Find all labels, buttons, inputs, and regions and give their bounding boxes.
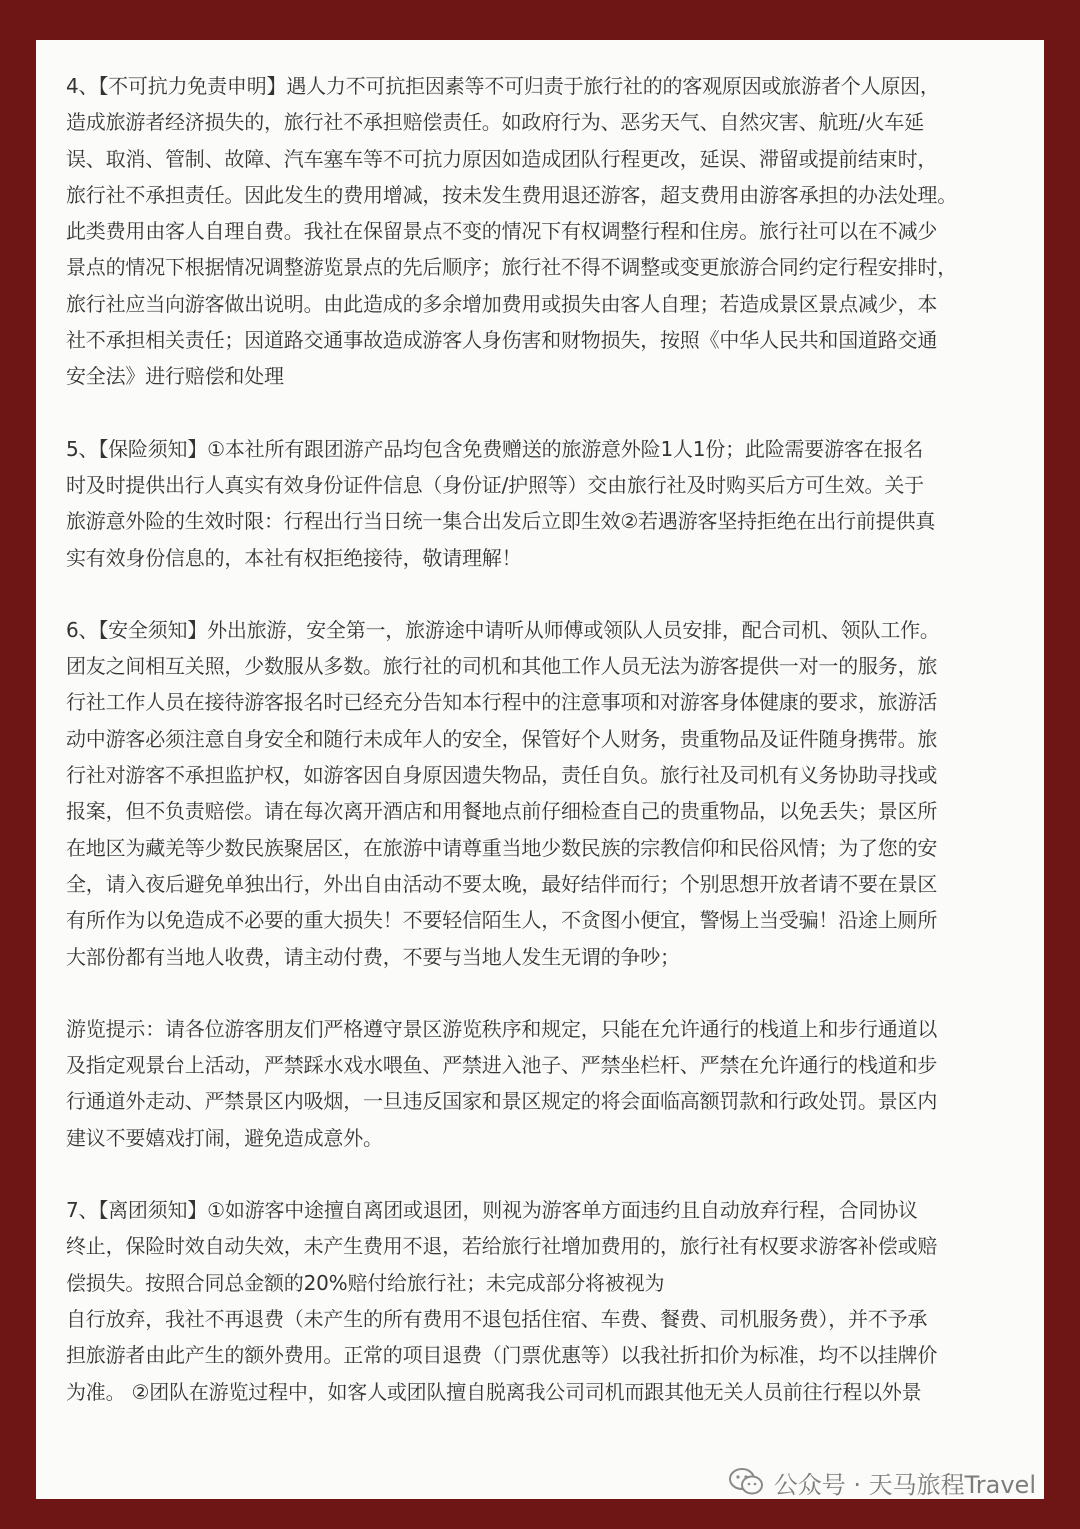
paragraph (66, 612, 1014, 975)
paragraph (66, 68, 1014, 395)
text-line: 行社对游客不承担监护权，如游客因自身原因遗失物品，责任自负。旅行社及司机有义务协助寻找或 (66, 763, 938, 788)
text-line: 全，请入夜后避免单独出行，外出自由活动不要太晚，最好结伴而行；个别思想开放者请不要在景区 (66, 871, 938, 896)
text-line: 大部份都有当地人收费，请主动付费，不要与当地人发生无谓的争吵； (66, 944, 680, 969)
text-line: 7、【离团须知】①如游客中途擅自离团或退团，则视为游客单方面违约且自动放弃行程，合同协议 (66, 1198, 918, 1223)
text-line: 造成旅游者经济损失的，旅行社不承担赔偿责任。如政府行为、恶劣天气、自然灾害、航班/火车延 (66, 110, 924, 135)
text-line: 动中游客必须注意自身安全和随行未成年人的安全，保管好个人财务，贵重物品及证件随身携带。旅 (66, 726, 938, 751)
text-line: 自行放弃，我社不再退费（未产生的所有费用不退包括住宿、车费、餐费、司机服务费），并不予承 (66, 1306, 928, 1331)
text-line: 此类费用由客人自理自费。我社在保留景点不变的情况下有权调整行程和住房。旅行社可以在不减少 (66, 219, 938, 244)
text-line: 旅游意外险的生效时限：行程出行当日统一集合出发后立即生效②若遇游客坚持拒绝在出行前提供真 (66, 509, 936, 534)
text-line: 及指定观景台上活动，严禁踩水戏水喂鱼、严禁进入池子、严禁坐栏杆、严禁在允许通行的栈道和步 (66, 1053, 938, 1078)
document-page (36, 40, 1044, 1499)
watermark (728, 1465, 1036, 1499)
text-line: 误、取消、管制、故障、汽车塞车等不可抗力原因如造成团队行程更改，延误、滞留或提前结束时， (66, 146, 938, 171)
document-body (66, 68, 1014, 1410)
text-line: 实有效身份信息的，本社有权拒绝接待，敬请理解！ (66, 545, 522, 570)
text-line: 行社工作人员在接待游客报名时已经充分告知本行程中的注意事项和对游客身体健康的要求，旅游活 (66, 690, 938, 715)
text-line: 终止，保险时效自动失效，未产生费用不退，若给旅行社增加费用的，旅行社有权要求游客补偿或赔 (66, 1234, 938, 1259)
paragraph (66, 1192, 1014, 1410)
paragraph (66, 1011, 1014, 1156)
text-line: 担旅游者由此产生的额外费用。正常的项目退费（门票优惠等）以我社折扣价为标准，均不以挂牌价 (66, 1343, 938, 1368)
text-line: 4、【不可抗力免责申明】遇人力不可抗拒因素等不可归责于旅行社的的客观原因或旅游者个人原因， (66, 74, 940, 98)
text-line: 旅行社应当向游客做出说明。由此造成的多余增加费用或损失由客人自理；若造成景区景点减少，本 (66, 291, 938, 316)
text-line: 为准。 ②团队在游览过程中，如客人或团队擅自脱离我公司司机而跟其他无关人员前往行程以外景 (66, 1379, 922, 1404)
text-line: 时及时提供出行人真实有效身份证件信息（身份证/护照等）交由旅行社及时购买后方可生效。关于 (66, 472, 924, 497)
text-line: 5、【保险须知】①本社所有跟团游产品均包含免费赠送的旅游意外险1人1份；此险需要游客在报名 (66, 436, 924, 461)
text-line: 在地区为藏羌等少数民族聚居区，在旅游中请尊重当地少数民族的宗教信仰和民俗风情；为了您的安 (66, 835, 938, 860)
text-line: 行通道外走动、严禁景区内吸烟，一旦违反国家和景区规定的将会面临高额罚款和行政处罚。景区内 (66, 1089, 938, 1114)
text-line: 有所作为以免造成不必要的重大损失！不要轻信陌生人，不贪图小便宜，警惕上当受骗！沿途上厕所 (66, 908, 938, 933)
text-line: 安全法》进行赔偿和处理 (66, 364, 284, 389)
text-line: 景点的情况下根据情况调整游览景点的先后顺序；旅行社不得不调整或变更旅游合同约定行程安排时， (66, 255, 957, 280)
text-line: 偿损失。按照合同总金额的20%赔付给旅行社；未完成部分将被视为 (66, 1270, 665, 1295)
text-line: 6、【安全须知】外出旅游，安全第一，旅游途中请听从师傅或领队人员安排，配合司机、领队工作。 (66, 617, 940, 642)
text-line: 游览提示：请各位游客朋友们严格遵守景区游览秩序和规定，只能在允许通行的栈道上和步行通道以 (66, 1016, 938, 1041)
text-line: 报案，但不负责赔偿。请在每次离开酒店和用餐地点前仔细检查自己的贵重物品，以免丢失；景区所 (66, 799, 938, 824)
paragraph (66, 431, 1014, 576)
text-line: 旅行社不承担责任。因此发生的费用增减，按未发生费用退还游客，超支费用由游客承担的办法处理。 (66, 182, 957, 207)
text-line: 社不承担相关责任；因道路交通事故造成游客人身伤害和财物损失，按照《中华人民共和国道路交通 (66, 328, 938, 353)
text-line: 建议不要嬉戏打闹，避免造成意外。 (66, 1125, 383, 1150)
text-line: 团友之间相互关照，少数服从多数。旅行社的司机和其他工作人员无法为游客提供一对一的服务，旅 (66, 654, 938, 679)
watermark-text: 公众号 · 天马旅程Travel (773, 1470, 1036, 1499)
wechat-icon (728, 1467, 764, 1497)
